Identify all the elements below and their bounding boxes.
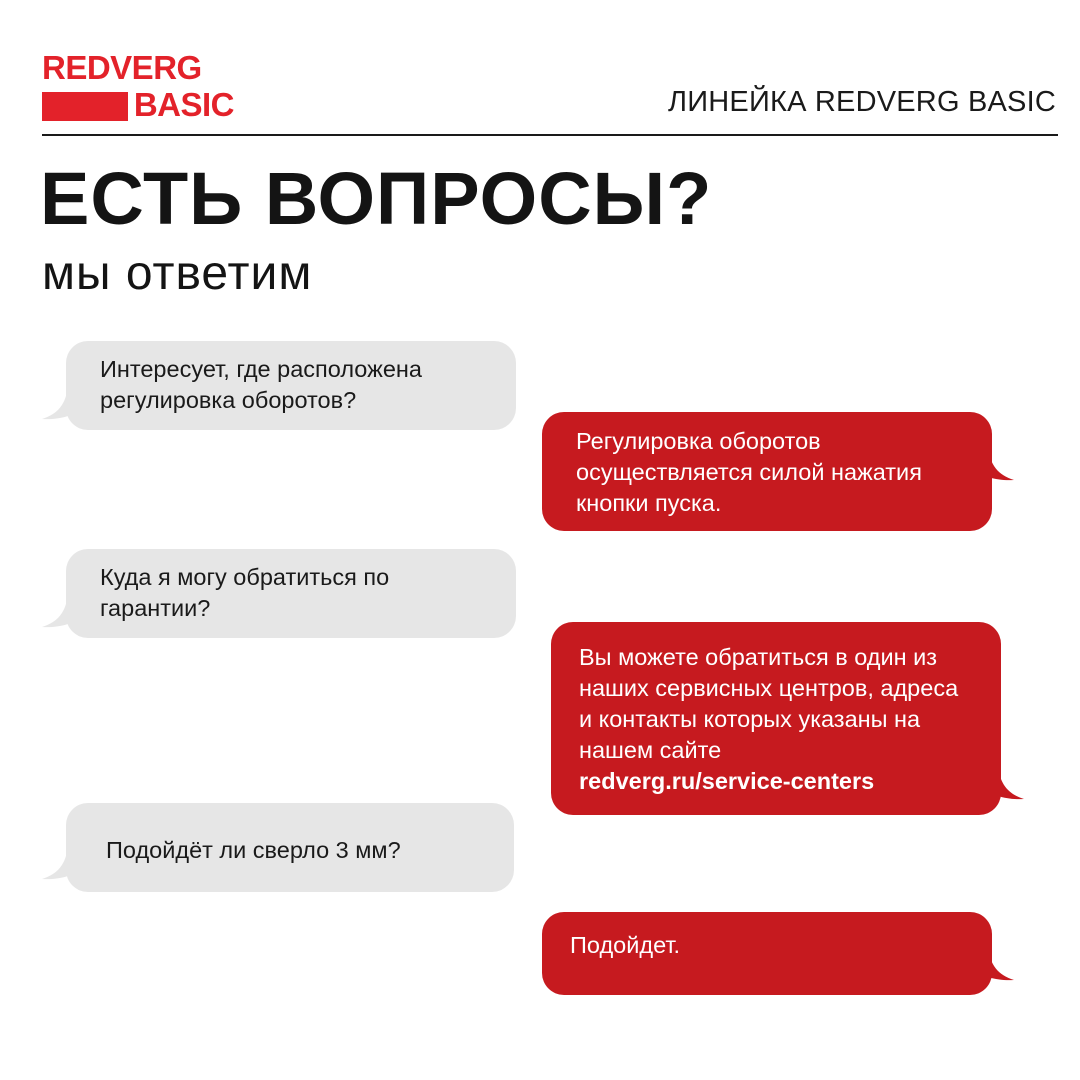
series-label: ЛИНЕЙКА REDVERG BASIC	[668, 86, 1056, 118]
logo-text-basic: BASIC	[128, 88, 234, 121]
question-bubble	[66, 549, 516, 638]
question-text: Интересует, где расположена регулировка оборотов?	[100, 356, 422, 413]
question-bubble	[66, 341, 516, 430]
question-text: Куда я могу обратиться по гарантии?	[100, 564, 390, 621]
answer-text: Подойдет.	[570, 932, 681, 958]
header-divider	[42, 134, 1058, 136]
redverg-basic-logo	[42, 49, 234, 123]
page-title: ЕСТЬ ВОПРОСЫ?	[40, 157, 713, 240]
service-centers-link[interactable]: redverg.ru/service-centers	[579, 768, 875, 794]
question-text: Подойдёт ли сверло 3 мм?	[106, 837, 401, 863]
page-subtitle: мы ответим	[42, 247, 313, 300]
answer-bubble	[551, 622, 1001, 815]
answer-text: Вы можете обратиться в один из наших сервисных центров, адреса и контакты которых указаны на нашем сайте	[579, 644, 959, 763]
answer-bubble	[542, 412, 992, 531]
question-bubble	[66, 803, 514, 892]
answer-text: Регулировка оборотов осуществляется силой нажатия кнопки пуска.	[576, 428, 922, 516]
logo-text-redverg: REDVERG	[42, 49, 202, 86]
answer-bubble	[542, 912, 992, 995]
